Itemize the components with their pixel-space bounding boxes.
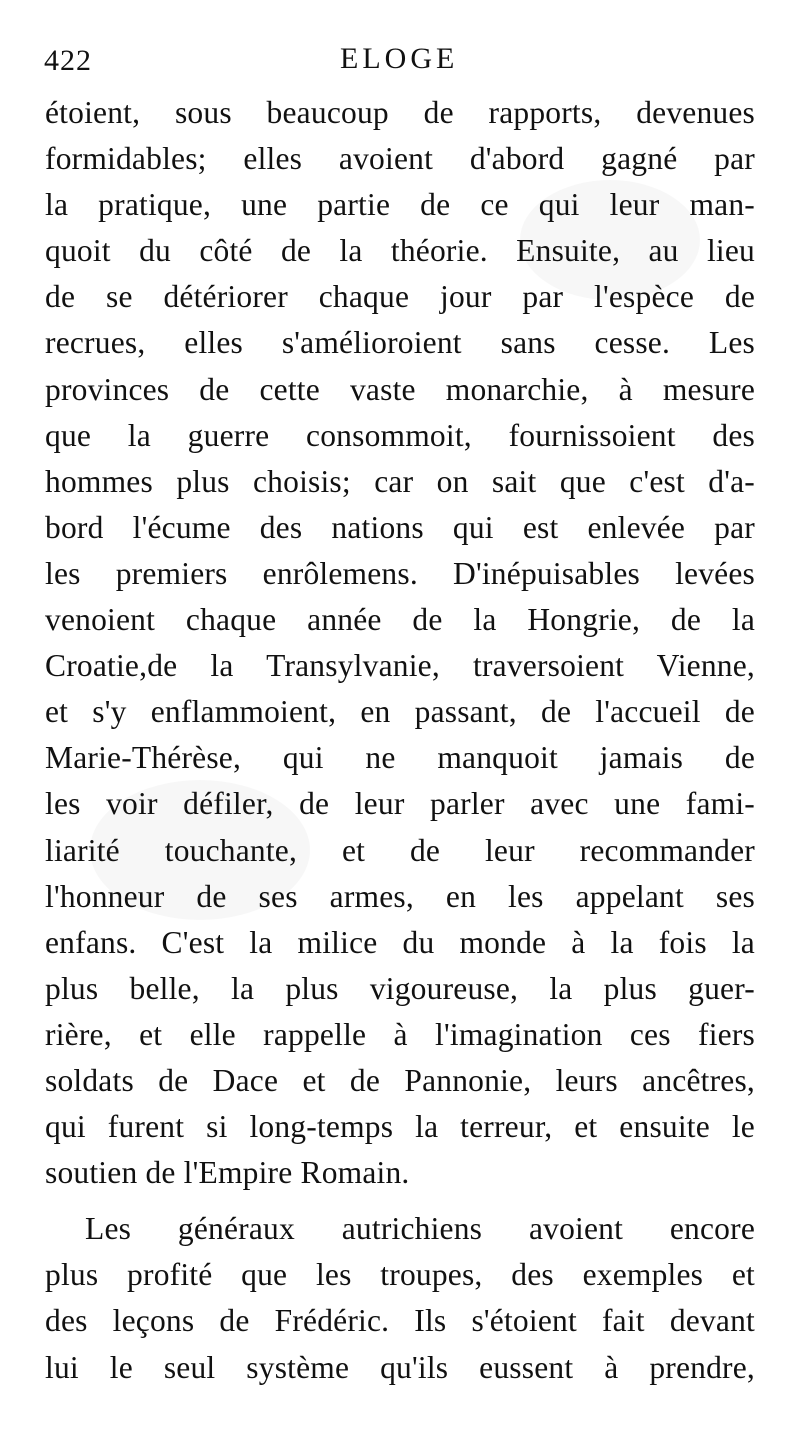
text-line: et s'y enflammoient, en passant, de l'accueil de: [45, 694, 755, 730]
text-line: bord l'écume des nations qui est enlevée par: [45, 509, 755, 545]
paragraph-1: [45, 90, 755, 1196]
text-line: qui furent si long-temps la terreur, et ensuite le: [45, 1109, 755, 1145]
paragraph-2: [45, 1206, 755, 1390]
text-line: formidables; elles avoient d'abord gagné par: [45, 141, 755, 177]
text-line: les premiers enrôlemens. D'inépuisables levées: [45, 555, 755, 591]
text-line: soutien de l'Empire Romain.: [45, 1155, 410, 1191]
text-line: la pratique, une partie de ce qui leur man-: [45, 187, 755, 223]
text-line: provinces de cette vaste monarchie, à mesure: [45, 371, 755, 407]
text-line: Croatie,de la Transylvanie, traversoient Vienne,: [45, 648, 755, 684]
text-line: plus belle, la plus vigoureuse, la plus guer-: [45, 970, 755, 1006]
text-line: plus profité que les troupes, des exemples et: [45, 1257, 755, 1293]
text-line: l'honneur de ses armes, en les appelant ses: [45, 878, 755, 914]
body-text: [45, 90, 755, 1391]
text-line: soldats de Dace et de Pannonie, leurs ancêtres,: [45, 1062, 755, 1098]
text-line: étoient, sous beaucoup de rapports, devenues: [45, 95, 755, 130]
running-head-title: ELOGE: [340, 42, 459, 75]
text-line: hommes plus choisis; car on sait que c'est d'a-: [45, 463, 755, 499]
text-line: Les généraux autrichiens avoient encore: [85, 1211, 755, 1247]
text-line: liarité touchante, et de leur recommander: [45, 832, 755, 868]
text-line: des leçons de Frédéric. Ils s'étoient fait devant: [45, 1303, 755, 1339]
page-number: 422: [44, 44, 92, 77]
text-line: quoit du côté de la théorie. Ensuite, au lieu: [45, 233, 755, 269]
text-line: de se détériorer chaque jour par l'espèce de: [45, 279, 755, 315]
text-line: lui le seul système qu'ils eussent à prendre,: [45, 1349, 755, 1385]
text-line: les voir défiler, de leur parler avec une fami-: [45, 786, 755, 822]
text-line: rière, et elle rappelle à l'imagination ces fiers: [45, 1016, 755, 1052]
text-line: recrues, elles s'amélioroient sans cesse. Les: [45, 325, 755, 361]
text-line: que la guerre consommoit, fournissoient des: [45, 417, 755, 453]
running-head: [40, 40, 760, 90]
text-line: Marie-Thérèse, qui ne manquoit jamais de: [45, 740, 755, 776]
text-line: venoient chaque année de la Hongrie, de la: [45, 602, 755, 638]
text-line: enfans. C'est la milice du monde à la fois la: [45, 924, 755, 960]
